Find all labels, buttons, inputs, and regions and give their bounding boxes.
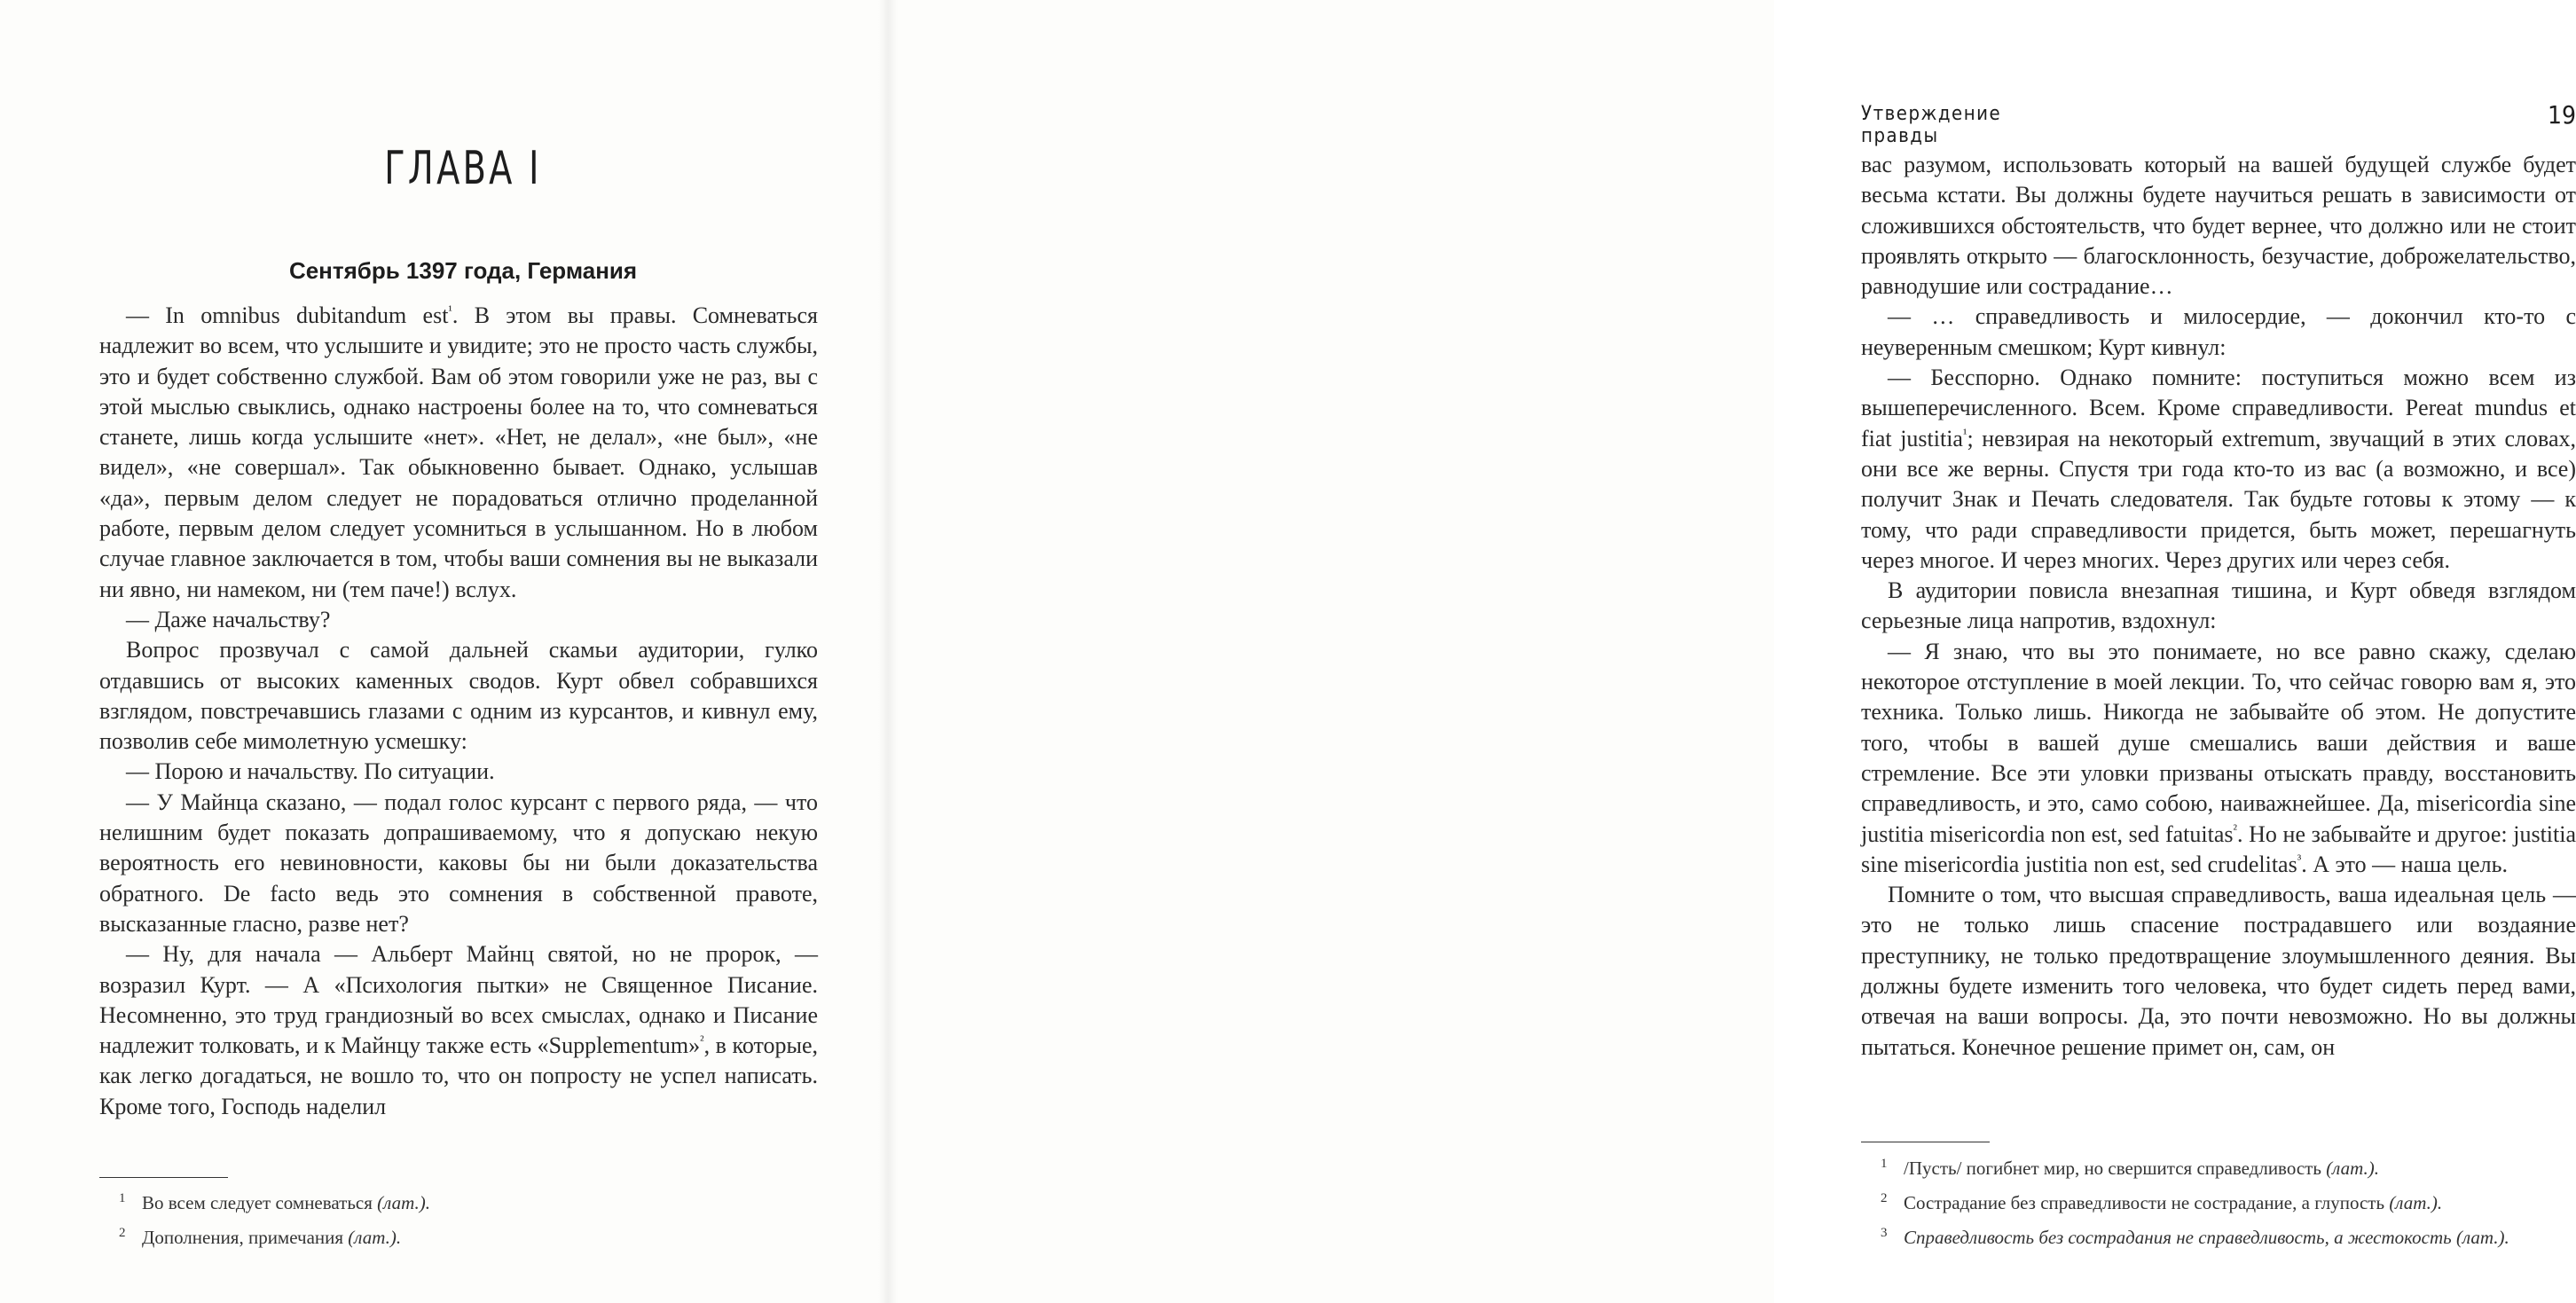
footnote-marker[interactable]: ¹ [448,303,452,318]
chapter-title: ГЛАВА I [384,142,542,195]
left-body-text [99,301,818,1122]
paragraph: — Порою и начальству. По ситуации. [126,758,495,785]
footnote-marker[interactable]: ³ [2297,852,2302,867]
footnote-marker[interactable]: ² [700,1033,704,1048]
paragraph: вас разумом, использовать который на вашей будущей службе будет весьма кстати. Вы должны будете научиться решать в зависимости от сложившихся обстоятельств, что будет вернее, что должно или не стоит проявлять открыто — благосклонность, безучастие, доброжелательство, равнодушие или сострадание… [1861,152,2576,300]
footnote [99,1220,818,1251]
footnote-text: Справедливость без сострадания не справедливость, а жестокость [1904,1227,2452,1248]
footnote-marker[interactable]: ¹ [1962,427,1967,442]
footnote-marker[interactable]: ² [2233,821,2237,836]
footnote-number: 2 [1881,1191,1888,1205]
footnote-lang: (лат.). [348,1227,402,1248]
right-page [887,0,2576,1303]
footnote [99,1185,818,1216]
page-number: 19 [2547,100,2576,130]
left-footnotes [99,1185,818,1254]
footnote-rule [99,1177,228,1178]
footnote-lang: (лат.). [377,1192,430,1213]
footnote [1861,1150,2576,1181]
footnote-lang: (лат.). [2455,1227,2509,1248]
footnote [1861,1220,2576,1251]
footnote-text: Сострадание без справедливости не сострадание, а глупость [1904,1192,2385,1213]
footnote-lang: (лат.). [2389,1192,2443,1213]
footnote-text: Дополнения, примечания [142,1227,344,1248]
paragraph: Вопрос прозвучал с самой дальней скамьи аудитории, гулко отдавшись от высоких каменных сводов. Курт обвел собравшихся взглядом, повстречавшись глазами с одним из курсантов, и кивнул ему, позволив себе мимолетную усмешку: [99,637,818,755]
footnote-number: 2 [119,1226,126,1240]
paragraph: — Ну, для начала — Альберт Майнц святой, но не пророк, — возразил Курт. — А «Психология пытки» не Священное Писание. Несомненно, это труд грандиозный во всех смыслах, однако и Писание надлежит толковать, и к Майнцу также есть «Supplementum»$^{^2}$, в которые, как легко догадаться, не вошло то, что он попросту не успел написать. Кроме того, Господь наделил [99,941,818,1119]
chapter-subtitle: Сентябрь 1397 года, Германия [288,257,638,284]
paragraph: Помните о том, что высшая справедливость, ваша идеальная цель — это не только лишь спасение пострадавшего или воздаяние преступнику, не только предотвращение злоумышленного деяния. Вы должны будете изменить того человека, что будет сидеть перед вами, отвечая на ваши вопросы. Да, это почти невозможно. Но вы должны пытаться. Конечное решение примет он, сам, он [1861,882,2576,1060]
paragraph: — … справедливость и милосердие, — докончил кто-то с неуверенным смешком; Курт кивнул: [1861,303,2576,360]
paragraph: — Даже начальству? [126,606,331,632]
footnote-text: Во всем следует сомневаться [142,1192,373,1213]
footnote-number: 3 [1881,1226,1888,1240]
paragraph: — Я знаю, что вы это понимаете, но все равно скажу, сделаю некоторое отступление в моей лекции. То, что сейчас говорю вам я, это техника. Только лишь. Никогда не забывайте об этом. Не допустите того, чтобы в вашей душе смешались ваши действия и ваше стремление. Все эти уловки призваны отыскать правду, восстановить справедливость, и это, само собою, наиважнейшее. Да, misericordia sine justitia misericordia non est, sed fatuitas$^{^2}$. Но не забывайте и другое: justitia sine misericordia justitia non est, sed crudelitas$^{^3}$. А это — наша цель. [1861,638,2576,877]
paragraph: В аудитории повисла внезапная тишина, и Курт обведя взглядом серьезные лица напротив, вздохнул: [1861,577,2576,634]
footnote-lang: (лат.). [2326,1158,2380,1179]
right-body-text [1861,150,2576,1063]
right-footnotes [1861,1150,2576,1254]
footnote [1861,1185,2576,1216]
footnote-number: 1 [119,1191,126,1205]
footnote-text: /Пусть/ погибнет мир, но свершится справедливость [1904,1158,2321,1179]
footnote-number: 1 [1881,1157,1888,1171]
paragraph: — In omnibus dubitandum est$^{^1}$. В этом вы правы. Сомневаться надлежит во всем, что услышите и увидите; это не просто часть службы, это и будет собственно службой. Вам об этом говорили уже не раз, вы с этой мыслью свыклись, однако настроены более на то, что сомневаться станете, лишь когда услышите «нет». «Нет, не делал», «не был», «не видел», «не совершал». Так обыкновенно бывает. Однако, услышав «да», первым делом следует не порадоваться отлично проделанной работе, первым делом следует усомниться в услышанном. Но в любом случае главное заключается в том, чтобы ваши сомнения вы не выказали ни явно, ни намеком, ни (тем паче!) вслух. [99,302,818,602]
left-page [0,0,887,1303]
paragraph: — У Майнца сказано, — подал голос курсант с первого ряда, — что нелишним будет показать допрашиваемому, что я допускаю некую вероятность его невиновности, каковы бы ни были доказательства обратного. De facto ведь это сомнения в собственной правоте, высказанные гласно, разве нет? [99,789,818,937]
running-head: Утверждение правды [1861,103,2002,147]
paragraph: — Бесспорно. Однако помните: поступиться можно всем из вышеперечисленного. Всем. Кроме справедливости. Pereat mundus et fiat justitia$^{^1}$; невзирая на некоторый extremum, звучащий в этих словах, они все же верны. Спустя три года кто-то из вас (а возможно, и все) получит Знак и Печать следователя. Так будьте готовы к этому — к тому, что ради справедливости придется, быть может, перешагнуть через многое. И через многих. Через других или через себя. [1861,365,2576,573]
